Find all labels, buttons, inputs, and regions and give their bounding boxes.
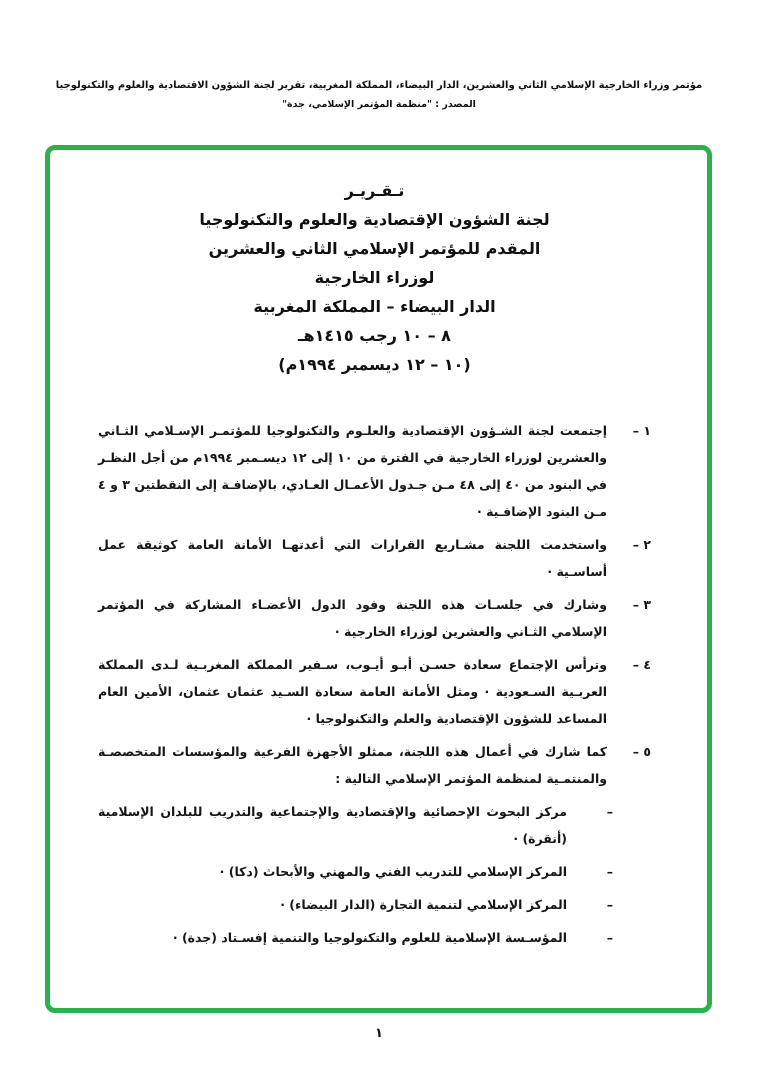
document-border-box [45,145,712,1013]
paragraph-number: ٢ – [632,537,651,552]
numbered-paragraph-1 [98,417,651,525]
numbered-paragraph-3 [98,591,651,645]
paragraph-text: وشارك في جلسـات هذه اللجنة وفود الدول الأعضـاء المشاركة في المؤتمر الإسلامي الثـاني والعشرين لوزراء الخارجية · [98,597,607,639]
paragraph-number: ١ – [632,423,651,438]
paragraph-text: واستخدمت اللجنة مشـاريع القرارات التي أعدتهـا الأمانة العامة كوثيقة عمل أساسـية · [98,537,607,579]
title-line-hijri-date: ٨ – ١٠ رجب ١٤١٥هـ [298,326,451,345]
bullet-item-icdt-dhaka [98,858,651,885]
numbered-paragraph-4 [98,651,651,732]
bullet-text: مركز البحوث الإحصائية والإقتصادية والإجتماعية والتدريب للبلدان الإسلامية (أنقرة) · [98,804,567,846]
bullet-item-trade-center [98,891,651,918]
title-line-location: الدار البيضاء – المملكة المغربية [253,297,496,316]
numbered-paragraph-2 [98,531,651,585]
paragraph-text: كما شارك في أعمال هذه اللجنة، ممثلو الأجهزة الفرعية والمؤسسات المتخصصـة والمنتمـية لمنظمة المؤتمر الإسلامي التالية : [98,744,607,786]
bullet-dash: – [606,864,613,879]
bullet-dash: – [606,930,613,945]
title-line-conference: المقدم للمؤتمر الإسلامي الثاني والعشرين [208,239,541,258]
page-header [28,76,730,114]
bullet-dash: – [606,897,613,912]
title-line-report: تـقـريـر [344,181,405,200]
document-body [98,417,651,951]
paragraph-number: ٣ – [632,597,651,612]
numbered-paragraph-5 [98,738,651,792]
paragraph-text: إجتمعت لجنة الشـؤون الإقتصادية والعلـوم والتكنولوجيا للمؤتمـر الإسـلامي الثـاني والعشرين لوزراء الخارجية في الفترة من ١٠ إلى ١٢ ديسـمبر ١٩٩٤م من أجل النظـر في البنود من ٤٠ إلى ٤٨ مـن جـدول الأعمـال العـادي، بالإضافـة إلى النقطتين ٣ و ٤ مـن البنود الإضافـية · [98,423,607,519]
page-number: ١ [375,1026,383,1041]
header-source-line: المصدر : "منظمة المؤتمر الإسلامي، جدة" [282,99,476,110]
bullet-text: المركز الإسلامي لتنمية التجارة (الدار البيضاء) · [280,897,567,912]
title-line-ministers: لوزراء الخارجية [314,268,435,287]
bullet-dash: – [606,804,613,819]
bullet-text: المؤسـسة الإسلامية للعلوم والتكنولوجيا والتنمية إفسـتاد (جدة) · [172,930,567,945]
paragraph-number: ٤ – [632,657,651,672]
title-line-committee: لجنة الشؤون الإقتصادية والعلوم والتكنولوجيا [199,210,550,229]
paragraph-text: وترأس الإجتماع سعادة حسـن أبـو أيـوب، سـفير المملكة المغربـية لـدى المملكة العربـية السـعودية · ومثل الأمانة العامة سعادة السـيد عثمان عثمان، الأمين العام المساعد للشؤون الإقتصادية والعلم والتكنولوجيا · [98,657,607,726]
header-citation-line: مؤتمر وزراء الخارجية الإسلامي الثاني والعشرين، الدار البيضاء، المملكة المغربية، تقرير لجنة الشؤون الاقتصادية والعلوم والتكنولوجيا [55,80,703,91]
bullet-item-ifstad [98,924,651,951]
document-title-block [98,176,651,379]
bullet-item-sesric [98,798,651,852]
title-line-gregorian-date: (١٠ – ١٢ ديسمبر ١٩٩٤م) [278,355,471,374]
paragraph-number: ٥ – [632,744,651,759]
bullet-text: المركز الإسلامي للتدريب الفني والمهني والأبحاث (دكا) · [219,864,567,879]
